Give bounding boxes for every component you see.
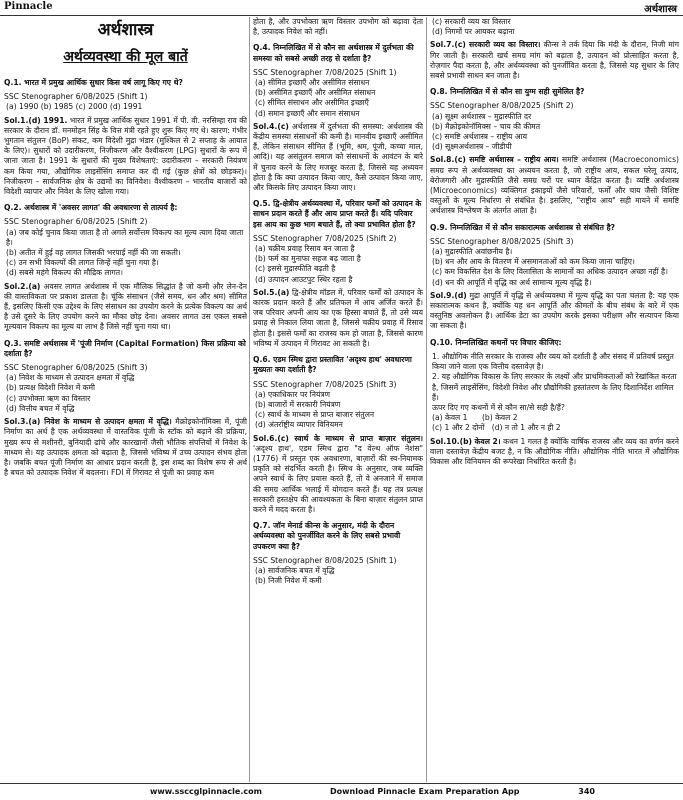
- statement: 1. औद्योगिक नीति सरकार के राजस्व और व्यय को दर्शाती है और संसद में प्रतिवर्ष प्रस्तुत किया जाने वाला एक वित्तीय दस्तावेज़ है।: [432, 351, 674, 372]
- exam-source: SSC Stenographer 6/08/2025 (Shift 1): [4, 92, 148, 102]
- option: (c) इससे मुद्रास्फीति बढ़ती है: [255, 264, 336, 274]
- option: (b) धन और आय के वितरण में असमानताओं को कम किया जाना चाहिए।: [432, 257, 635, 267]
- exam-source: SSC Stenographer 7/08/2025 (Shift 2): [253, 233, 397, 243]
- solution-8: Sol.8.(c) समष्टि अर्थशास्त्र – राष्ट्रीय आय। समष्टि अर्थशास्त्र (Macroeconomics) समग्र रूप से अर्थव्यवस्था का अध्ययन करता है, जो राष्ट्रीय आय, सकल घरेलू उत्पाद, बेरोजगारी और मुद्रास्फीति जैसे समग्र चरों पर ध्यान केंद्रित करता है। व्यष्टि अर्थशास्त्र (Microeconomics) व्यक्तिगत इकाइयों जैसे परिवारों, फर्मों और चाय जैसी विशिष्ट वस्तुओं के मूल्य निर्धारण से संबंधित है। इसलिए, "राष्ट्रीय आय" सही मायने में समष्टि अर्थशास्त्र विश्लेषण के अंतर्गत आता है।: [430, 155, 679, 216]
- question-6: Q.6. एडम स्मिथ द्वारा प्रस्तावित 'अदृश्य हाथ' अवधारणा मुख्यतः क्या दर्शाती है?: [253, 355, 412, 375]
- exam-source: SSC Stenographer 8/08/2025 (Shift 1): [253, 555, 397, 565]
- option: (a) सीमित इच्छाएँ और असीमित संसाधन: [255, 78, 370, 88]
- option: (c) सरकारी व्यय का विस्तार: [432, 17, 511, 26]
- option: (a) चक्रीय प्रवाह रिसाव बन जाता है: [255, 244, 355, 254]
- column-divider: [249, 17, 250, 782]
- option: (b) फर्म का मुनाफा सहज बढ़ जाता है: [255, 254, 361, 264]
- options-row: (a) केवल 1 (b) केवल 2: [432, 413, 518, 423]
- page-footer: [0, 783, 683, 800]
- exam-source: SSC Stenographer 7/08/2025 (Shift 3): [253, 379, 397, 389]
- solution-3: Sol.3.(a) निवेश के माध्यम से उत्पादन क्षमता में वृद्धि। मैक्रोइकोनॉमिक्स में, पूंजी निर्माण का अर्थ है एक अर्थव्यवस्था में वास्तविक पूंजी के स्टॉक को बढ़ाने की प्रक्रिया, मुख्य रूप से मशीनरी, बुनियादी ढांचे और कारखानों जैसी भौतिक संपत्तियों में निवेश के माध्यम से। यह उत्पादक क्षमता को बढ़ाता है, जिससे भविष्य में उच्च उत्पादन संभव होता है। जबकि बचत पूंजी निर्माण का आधार प्रदान करती है, इस शब्द का विशेष रूप से अर्थ है बचत को उत्पादक निवेश में बदलना। FDI में गिरावट से पूंजी का प्रवाह कम: [4, 417, 247, 478]
- question-8: Q.8. निम्नलिखित में से कौन सा युग्म सही सुमेलित है?: [430, 87, 585, 97]
- page-title: अर्थशास्त्र: [97, 20, 154, 40]
- option: (b) निजी निवेश में कमी: [255, 576, 322, 586]
- option: (b) मैक्रोइकोनॉमिक्स – चाय की कीमत: [432, 121, 541, 131]
- question-7: Q.7. जॉन मेनार्ड कीन्स के अनुसार, मंदी के दौरान अर्थव्यवस्था को पुनर्जीवित करने के लिए सबसे प्रभावी उपकरण क्या है?: [253, 521, 401, 551]
- option: (d) अंतर्राष्ट्रीय व्यापार विनियमन: [255, 420, 343, 430]
- solution-4: Sol.4.(c) अर्थशास्त्र में दुर्लभता की समस्या: अर्थशास्त्र की केंद्रीय समस्या संसाधनों की कमी है। मानवीय इच्छाएँ असीमित हैं, लेकिन संसाधन सीमित हैं (भूमि, श्रम, पूंजी, कच्चा माल, आदि)। यह असंतुलन समाज को संसाधनों के आवंटन के बारे में चुनाव करने के लिए मजबूर करता है, जिससे यह अध्ययन होता है कि क्या उत्पादन किया जाए, कैसे उत्पादन किया जाए, और किसके लिए उत्पादन किया जाए।: [253, 121, 423, 193]
- exam-source: SSC Stenographer 7/08/2025 (Shift 1): [253, 67, 397, 77]
- option: (d) धन की आपूर्ति में वृद्धि का अर्थ सामान्य मूल्य वृद्धि है।: [432, 277, 592, 287]
- header-subject: अर्थशास्त्र: [644, 4, 677, 15]
- column-2: [253, 17, 423, 782]
- option: (a) सार्वजनिक बचत में वृद्धि: [255, 565, 335, 575]
- question-2: Q.2. अर्थशास्त्र में 'अवसर लागत' की अवधारणा से तात्पर्य है:: [4, 203, 178, 213]
- option: (c) समष्टि अर्थशास्त्र – राष्ट्रीय आय: [432, 132, 528, 142]
- option: (a) निवेश के माध्यम से उत्पादन क्षमता में वृद्धि: [6, 373, 135, 383]
- solution-5: Sol.5.(a) द्वि-क्षेत्रीय मॉडल में, परिवार फर्मों को उत्पादन के कारक प्रदान करते हैं और प्रतिफल में आय अर्जित करते हैं। जब परिवार अपनी आय का एक हिस्सा बचाते हैं, तो उसे व्यय प्रवाह से निकाल लिया जाता है, जिससे चक्रीय प्रवाह में रिसाव होता है। इससे फर्मों का राजस्व कम हो जाता है, जिससे कारण भविष्य में उत्पादन में गिरावट आ सकती है।: [253, 287, 423, 348]
- option: (a) जब कोई चुनाव किया जाता है तो अगले सर्वोत्तम विकल्प का मूल्य त्याग दिया जाता है।: [6, 227, 244, 247]
- option: (b) प्रत्यक्ष विदेशी निवेश में कमी: [6, 383, 95, 393]
- option: (a) सूक्ष्म अर्थशास्त्र – मुद्रास्फीति दर: [432, 111, 532, 121]
- option: (d) सबसे महंगे विकल्प की मौद्रिक लागत।: [6, 268, 124, 278]
- options: (a) 1990 (b) 1985 (c) 2000 (d) 1991: [6, 102, 143, 112]
- question-5: Q.5. द्वि-क्षेत्रीय अर्थव्यवस्था में, परिवार फर्मों को उत्पादन के साधन प्रदान करते हैं और आय प्राप्त करते हैं। यदि परिवार इस आय का कुछ भाग बचाते हैं, तो क्या प्रभावित होता है?: [253, 199, 422, 229]
- solution-7: Sol.7.(c) सरकारी व्यय का विस्तार। कीन्स ने तर्क दिया कि मंदी के दौरान, निजी मांग गिर जाती है। सरकारी खर्च समग्र मांग को बढ़ाता है, उत्पादन को प्रोत्साहित करता है, रोज़गार पैदा करता है, और अर्थव्यवस्था को पुनर्जीवित करता है, जिससे यह सुधार के लिए सबसे प्रभावी साधन बन जाता है।: [430, 40, 679, 81]
- option: (d) समान इच्छाएँ और समान संसाधन: [255, 108, 360, 118]
- column-divider: [426, 17, 427, 782]
- option: (a) मुद्रास्फीति अवांछनीय है।: [432, 247, 513, 257]
- continued-text: होता है, और उपभोक्ता ऋण विस्तार उपभोग को बढ़ावा देता है, उत्पादक निवेश को नहीं।: [253, 17, 423, 37]
- exam-source: SSC Stenographer 6/08/2025 (Shift 3): [4, 363, 148, 373]
- solution-2: Sol.2.(a) अवसर लागत अर्थशास्त्र में एक मौलिक सिद्धांत है जो कमी और लेन-देन की वास्तविकता पर प्रकाश डालता है। चूंकि संसाधन (जैसे समय, धन और श्रम) सीमित हैं, इसलिए किसी एक उद्देश्य के लिए संसाधन का उपयोग करने के प्रत्येक विकल्प का अर्थ है उसे दूसरे के लिए उपयोग करने का मौका छोड़ देना। अवसर लागत उस एकल सबसे मूल्यवान विकल्प का मूल्य या लाभ है जिसे नहीं चुना गया था।: [4, 281, 247, 332]
- header-brand: Pinnacle: [4, 1, 53, 12]
- option: (c) स्वार्थ के माध्यम से प्राप्त बाजार संतुलन: [255, 410, 375, 420]
- column-1: [4, 17, 247, 782]
- page-header: [0, 0, 683, 16]
- question-3: Q.3. समष्टि अर्थशास्त्र में 'पूंजी निर्माण (Capital Formation) किस प्रक्रिया को दर्शाता है?: [4, 338, 246, 358]
- option: (d) उत्पादन आउटपुट स्थिर रहता है: [255, 274, 353, 284]
- exam-source: SSC Stenographer 8/08/2025 (Shift 2): [430, 101, 574, 111]
- option: (c) उन सभी विकल्पों की लागत जिन्हें नहीं चुना गया है।: [6, 258, 159, 268]
- option: (c) सीमित संसाधन और असीमित इच्छाएँ: [255, 98, 369, 108]
- option: (d) वित्तीय बचत में वृद्धि: [6, 403, 75, 413]
- question-ask: ऊपर दिए गए कथनों में से कौन सा/से सही है/हैं?: [432, 402, 565, 412]
- footer-website: www.ssccglpinnacle.com: [150, 787, 262, 796]
- option: (c) उपभोक्ता ऋण का विस्तार: [6, 393, 91, 403]
- question-9: Q.9. निम्नलिखित में से कौन सकारात्मक अर्थशास्त्र से संबंधित है?: [430, 222, 616, 232]
- question-1: Q.1. भारत में प्रमुख आर्थिक सुधार किस वर्ष लागू किए गए थे?: [4, 78, 183, 87]
- footer-app-promo: Download Pinnacle Exam Preparation App: [330, 787, 520, 796]
- solution-10: Sol.10.(b) केवल 2। कथन 1 गलत है क्योंकि वार्षिक राजस्व और व्यय का वर्णन करने वाला दस्तावेज़ केंद्रीय बजट है, न कि औद्योगिक नीति। औद्योगिक नीति भारत में औद्योगिक विकास और विनियमन की रूपरेखा निर्धारित करती है।: [430, 436, 679, 466]
- option: (a) एकाधिकार पर नियंत्रण: [255, 389, 331, 399]
- statement: 2. यह औद्योगिक विकास के लिए सरकार के लक्ष्यों और प्राथमिकताओं को रेखांकित करता है, जिसमें लाइसेंसिंग, विदेशी निवेश और प्रौद्योगिकी हस्तांतरण के लिए दिशानिर्देश शामिल हैं।: [432, 372, 677, 402]
- option: (c) कम विकसित देश के लिए विलासिता के सामानों का अधिक उत्पादन अच्छा नहीं है।: [432, 267, 668, 277]
- exam-source: SSC Stenographer 6/08/2025 (Shift 2): [4, 217, 148, 227]
- page-number: 340: [578, 787, 595, 796]
- option: (b) असीमित इच्छाएँ और असीमित संसाधन: [255, 88, 376, 98]
- question-10: Q.10. निम्नलिखित कथनों पर विचार कीजिए:: [430, 337, 562, 347]
- option: (b) अतीत में हुई वह लागत जिसकी भरपाई नहीं की जा सकती।: [6, 248, 181, 258]
- option: (b) बाजारों में सरकारी नियंत्रण: [255, 399, 341, 409]
- column-3: [430, 17, 679, 782]
- solution-9: Sol.9.(d) मुद्रा आपूर्ति में वृद्धि से अर्थव्यवस्था में मूल्य वृद्धि का पता चलता है: यह एक सकारात्मक कथन है, क्योंकि यह धन आपूर्ति और कीमतों के बीच संबंध के बारे में एक वस्तुनिष्ठ अवलोकन है। आर्थिक डेटा का उपयोग करके इसका परीक्षण और सत्यापन किया जा सकता है।: [430, 290, 679, 331]
- option: (d) सूक्ष्मअर्थशास्त्र – जीडीपी: [432, 142, 512, 152]
- exam-source: SSC Stenographer 8/08/2025 (Shift 3): [430, 236, 574, 246]
- solution-6: Sol.6.(c) स्वार्थ के माध्यम से प्राप्त बाज़ार संतुलन। 'अदृश्य हाथ', एडम स्मिथ द्वारा "द वेल्थ ऑफ नेशंस" (1776) में प्रस्तुत एक अवधारणा, बाज़ारों की स्व-नियामक प्रकृति को संदर्भित करती है। स्मिथ के अनुसार, जब व्यक्ति अपने स्वार्थ के लिए प्रयास करते हैं, तो वे अनजाने में समाज की समग्र आर्थिक भलाई में योगदान करते हैं। यह तंत्र प्रत्यक्ष सरकारी हस्तक्षेप की आवश्यकता के बिना बाज़ार संतुलन प्राप्त करने में मदद करता है।: [253, 433, 423, 514]
- options-row: (c) 1 और 2 दोनों (d) न तो 1 और न ही 2: [432, 423, 561, 433]
- option: (d) निगमों पर आयकर बढ़ाना: [432, 27, 515, 37]
- solution-1: Sol.1.(d) 1991. भारत में प्रमुख आर्थिक सुधार 1991 में पी. वी. नरसिम्हा राव की सरकार के दौरान डॉ. मनमोहन सिंह के वित्त मंत्री रहते हुए शुरू किए गए थे। कारण: गंभीर भुगतान संतुलन (BoP) संकट, कम विदेशी मुद्रा भंडार (मुश्किल से 2 सप्ताह के आयात के लिए)। सुधारों को उदारीकरण, निजीकरण और वैश्वीकरण (LPG) सुधारों के रूप में जाना जाता है। 1991 के सुधारों की मुख्य विशेषताएं: उदारीकरण – सरकारी नियंत्रण कम किया गया, औद्योगिक लाइसेंसिंग समाप्त कर दी गई (कुछ क्षेत्रों को छोड़कर)। निजीकरण – सार्वजनिक क्षेत्र के उद्यमों का विनिवेश। वैश्वीकरण – भारतीय बाजारों को विदेशी व्यापार और निवेश के लिए खोला गया।: [4, 115, 247, 197]
- question-4: Q.4. निम्नलिखित में से कौन सा अर्थशास्त्र में दुर्लभता की समस्या को सबसे अच्छी तरह से दर्शाता है?: [253, 43, 414, 63]
- section-title: अर्थव्यवस्था की मूल बातें: [63, 49, 188, 65]
